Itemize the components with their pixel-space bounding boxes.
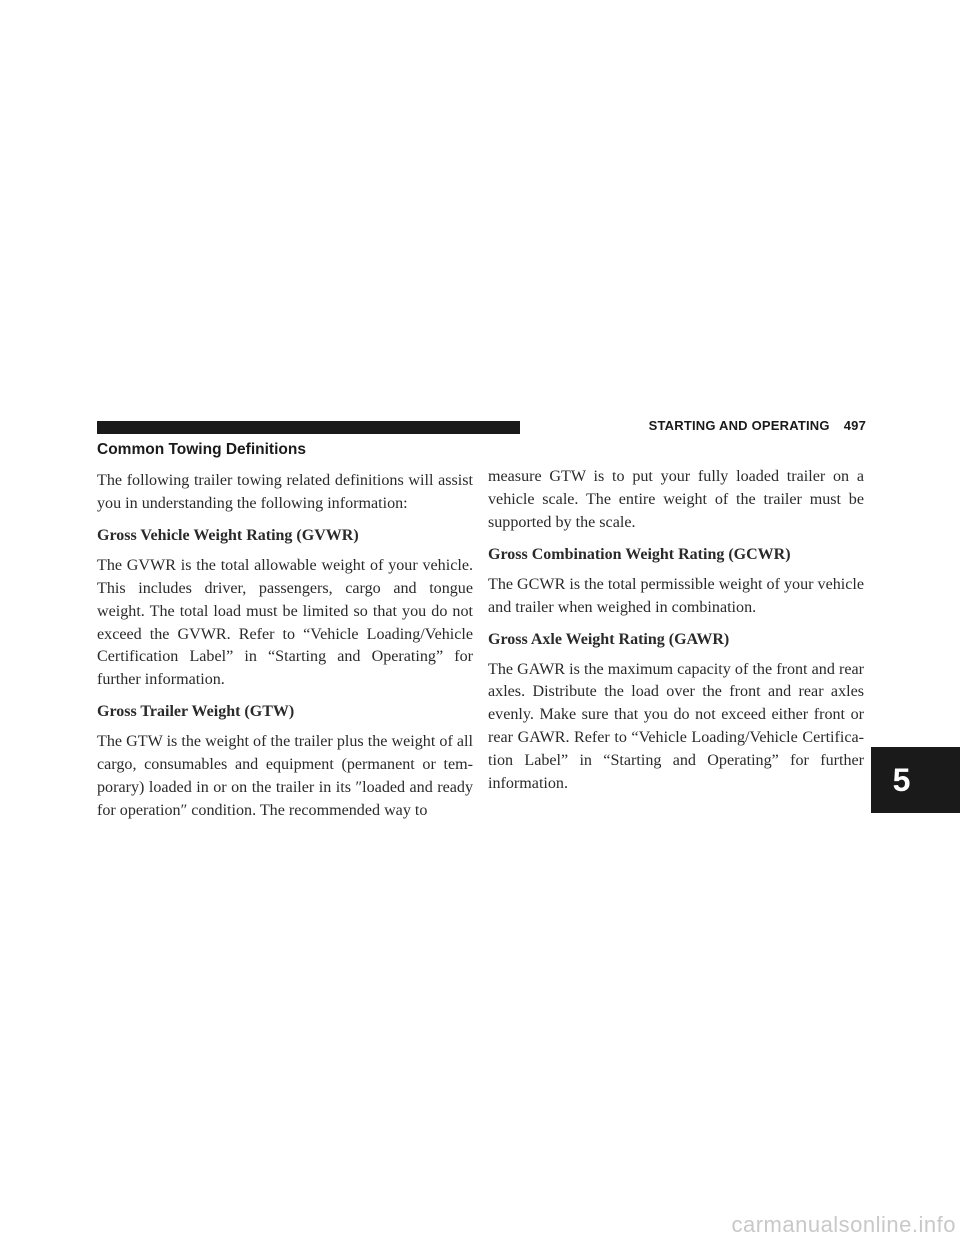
gvwr-paragraph: The GVWR is the total allowable weight of your vehicle. This includes driver, passengers, cargo and tongue weight. The total load must be limited so that you do not exceed the GVWR. Refer to “Vehicle Loading/Vehicle Certification Label” in “Starting and Operating” for further information. <box>97 556 473 689</box>
running-head <box>536 418 866 438</box>
watermark <box>0 1212 960 1238</box>
gawr-paragraph: The GAWR is the maximum capacity of the front and rear axles. Distribute the load over the front and rear axles evenly. Make sure that you do not exceed either front or rear GAWR. Refer to “Vehicle Loading/Vehicle Certifica-tion Label” in “Starting and Operating” for further information. <box>488 660 864 793</box>
gtw-heading: Gross Trailer Weight (GTW) <box>97 703 295 721</box>
gcwr-heading: Gross Combination Weight Rating (GCWR) <box>488 545 791 563</box>
left-column <box>97 440 473 832</box>
gcwr-paragraph: The GCWR is the total permissible weight of your vehicle and trailer when weighed in combination. <box>488 575 864 616</box>
gvwr-heading: Gross Vehicle Weight Rating (GVWR) <box>97 526 359 544</box>
chapter-number: 5 <box>892 762 911 798</box>
intro-paragraph: The following trailer towing related definitions will assist you in understanding the following information: <box>97 472 473 512</box>
gtw-paragraph-continued: measure GTW is to put your fully loaded trailer on a vehicle scale. The entire weight of the trailer must be supported by the scale. <box>488 468 864 531</box>
page-number: 497 <box>843 418 866 433</box>
header-rule <box>97 421 480 434</box>
watermark-text: carmanualsonline.info <box>731 1212 956 1237</box>
right-column <box>488 466 864 805</box>
section-name: STARTING AND OPERATING <box>648 418 830 433</box>
gawr-heading: Gross Axle Weight Rating (GAWR) <box>488 630 730 648</box>
header-rule-end <box>483 421 520 434</box>
gtw-paragraph: The GTW is the weight of the trailer plus the weight of all cargo, consumables and equipment (permanent or tem-porary) loaded in or on the trailer in its ″loaded and ready for operation″ condition. The recommended way to <box>97 733 473 819</box>
section-title: Common Towing Definitions <box>97 441 306 458</box>
chapter-tab <box>871 747 960 813</box>
